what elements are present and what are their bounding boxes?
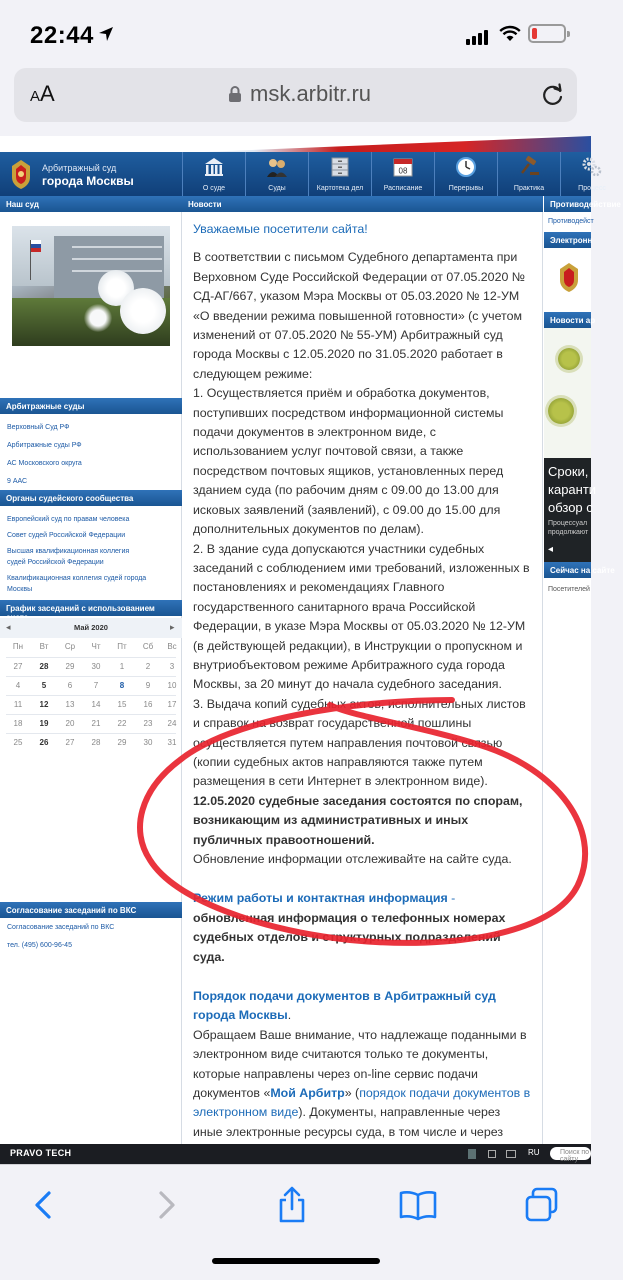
- cellular-signal-icon: [466, 27, 490, 45]
- order-link[interactable]: Порядок подачи документов в Арбитражный суд города Москвы: [193, 989, 496, 1023]
- site-search-input[interactable]: Поиск по сайту: [550, 1147, 591, 1160]
- news-paragraph: 1. Осуществляется приём и обработка документов, поступивших посредством информационной системы подачи документов в электронном виде, с использованием услуг почтовой связи, а также посредством почтовых ящиков, установленных перед зданием суда (по рабочим дням с 09.00 до 13.00 для исковых заявлений (заявлений), с 09.00 до 15.00 для дополнительных документов по делам).: [193, 386, 504, 537]
- section-arbitration-courts: Арбитражные суды: [0, 398, 182, 414]
- calendar-day[interactable]: 6: [67, 681, 73, 690]
- calendar-day[interactable]: 8: [119, 681, 125, 690]
- calendar-next-button[interactable]: ▸: [170, 622, 175, 632]
- accessibility-icon[interactable]: [468, 1149, 476, 1159]
- calendar-day[interactable]: 31: [167, 738, 177, 747]
- calendar-day[interactable]: 2: [145, 662, 151, 671]
- left-sidebar: [0, 196, 182, 1144]
- nav-practice[interactable]: [497, 152, 560, 196]
- section-hearing-schedule: График заседаний с использованием: [0, 600, 182, 616]
- court-name-line1[interactable]: Арбитражный суд: [42, 163, 117, 173]
- calendar-day[interactable]: 21: [91, 719, 101, 728]
- calendar-day[interactable]: 22: [117, 719, 127, 728]
- calendar-day[interactable]: 4: [15, 681, 21, 690]
- calendar-day[interactable]: 17: [167, 700, 177, 709]
- greeting: Уважаемые посетители сайта!: [193, 222, 368, 236]
- calendar-day[interactable]: 10: [167, 681, 177, 690]
- nav-label: Процесс: [578, 185, 606, 192]
- nav-schedule[interactable]: [371, 152, 434, 196]
- section-judicial-bodies: Органы судейского сообщества: [0, 490, 182, 506]
- calendar-day[interactable]: 30: [143, 738, 153, 747]
- link-supreme-court[interactable]: Верховный Суд РФ: [7, 424, 70, 431]
- mode-link[interactable]: Режим работы и контактная информация: [193, 891, 448, 906]
- nav-label: Суды: [268, 185, 286, 192]
- visitors-count: Посетителей: [548, 586, 590, 593]
- calendar-day[interactable]: 27: [13, 662, 23, 671]
- news-paragraph: 2. В здание суда допускаются участники судебных заседаний с соблюдением ими требований, изложенных в постановлениях и рекомендациях Главного государственного санитарного врача Российской Федерации, в указе Мэра Москвы от 05.03.2020 № 12-УМ (в действующей редакции), в Инструкции о пропускном и внутриобъектовом режиме Арбитражного суда города Москвы, за 20 минут до начала судебного заседания.: [193, 541, 530, 692]
- calendar-icon: [392, 156, 414, 178]
- news-bold-paragraph: 12.05.2020 судебные заседания состоятся по спорам, возникающим из административных и иных публичных правоотношений.: [193, 793, 523, 847]
- battery-icon: [528, 24, 566, 43]
- calendar-day[interactable]: 14: [91, 700, 101, 709]
- calendar-day[interactable]: 27: [65, 738, 75, 747]
- nav-label: О суде: [202, 185, 226, 192]
- promo-prev-arrow[interactable]: ◂: [548, 544, 554, 555]
- web-page: [0, 136, 621, 1144]
- section-online-now: Сейчас на сайте: [544, 562, 591, 578]
- gavel-icon: [518, 156, 540, 178]
- news-body: [193, 220, 533, 1162]
- calendar-weekday: Сб: [142, 642, 154, 651]
- coat-of-arms-icon: [554, 260, 584, 294]
- link-moscow-qualification-board[interactable]: Квалификационная коллегия судей города: [7, 575, 147, 582]
- calendar-weekday: Пн: [12, 642, 24, 651]
- court-name-line2[interactable]: города Москвы: [42, 174, 134, 188]
- link-high-qualification-board-cont[interactable]: судей Российской Федерации: [7, 559, 104, 566]
- calendar-weekday: Вт: [39, 642, 49, 651]
- calendar-weekday: Ср: [64, 642, 76, 651]
- nav-breaks[interactable]: [434, 152, 497, 196]
- pravotech-logo[interactable]: PRAVO TECH: [10, 1148, 72, 1158]
- clock-icon: [455, 156, 477, 178]
- gears-icon: [581, 156, 603, 178]
- calendar-day[interactable]: 30: [91, 662, 101, 671]
- cabinet-icon: [329, 156, 351, 178]
- section-news: Новости: [182, 196, 543, 212]
- promo-banner[interactable]: Сроки, каранти обзор с Процессуал продолжают ◂: [544, 458, 591, 562]
- mode-bold-text: обновленная информация о телефонных номерах судебных отделов и структурных подразделений суда.: [193, 910, 506, 964]
- home-indicator: [212, 1258, 380, 1264]
- tabs-icon[interactable]: [522, 1185, 562, 1225]
- calendar-header: [0, 618, 182, 638]
- pravotech-footer: [0, 1144, 591, 1164]
- section-anticorruption: Противодействие: [544, 196, 591, 212]
- virus-illustration: [544, 328, 591, 458]
- nav-label: Расписание: [383, 185, 423, 192]
- lock-icon: [228, 85, 242, 103]
- battery-level: [532, 28, 537, 39]
- section-news-arb: Новости ар: [544, 312, 591, 328]
- coat-of-arms-icon[interactable]: [6, 157, 36, 191]
- calendar-weekday: Пт: [117, 642, 127, 651]
- building-icon: [203, 156, 225, 178]
- calendar-day[interactable]: 26: [39, 738, 49, 747]
- share-icon[interactable]: [272, 1185, 312, 1225]
- order-paragraph: Порядок подачи документов в Арбитражный суд города Москвы.: [193, 989, 496, 1023]
- news-column: [182, 196, 543, 1144]
- svg-text:08: 08: [398, 166, 408, 176]
- main-nav: [182, 152, 623, 196]
- nav-cases[interactable]: [308, 152, 371, 196]
- calendar-day[interactable]: 18: [13, 719, 23, 728]
- calendar-day[interactable]: 13: [65, 700, 75, 709]
- nav-about[interactable]: [182, 152, 245, 196]
- calendar-day[interactable]: 12: [39, 700, 49, 709]
- calendar-day[interactable]: 11: [13, 700, 23, 709]
- address-bar[interactable]: [14, 68, 577, 122]
- news-paragraph: В соответствии с письмом Судебного департамента при Верховном Суде Российской Федерации от 07.05.2020 № СД-АГ/667, указом Мэра Москвы от 05.03.2020 № 12-УМ «О введении режима повышенной готовности» (с учетом изменений от 07.05.2020 № 55-УМ) Арбитражный суд города Москвы с 12.05.2020 по 31.05.2020 работает в следующем режиме:: [193, 250, 526, 381]
- judges-icon: [266, 156, 288, 178]
- ios-status-bar: [0, 0, 591, 66]
- text-size-button[interactable]: AA: [30, 81, 55, 106]
- link-9-aas[interactable]: 9 ААС: [7, 478, 28, 485]
- location-arrow-icon: [98, 26, 114, 42]
- forward-icon[interactable]: [146, 1185, 186, 1225]
- calendar-weekday: Вс: [167, 642, 177, 651]
- nav-label: Картотека дел: [316, 185, 364, 192]
- calendar-weekday: Чт: [91, 642, 101, 651]
- calendar-day[interactable]: 3: [169, 662, 175, 671]
- calendar-day[interactable]: 23: [143, 719, 153, 728]
- nav-judges[interactable]: [245, 152, 308, 196]
- calendar-day[interactable]: 28: [39, 662, 49, 671]
- calendar-day[interactable]: 19: [39, 719, 49, 728]
- news-paragraph: Обращаем Ваше внимание, что надлежаще поданными в электронном виде считаются только те документы, которые направлены через on-line сервис подачи документов «Мой Арбитр» (порядок подачи документов в электронном виде). Документы, направленные через иные электронные ресурсы суда, в том числе и через: [193, 1027, 531, 1139]
- link-moscow-district[interactable]: АС Московского округа: [7, 460, 82, 467]
- nav-label: Перерывы: [448, 185, 484, 192]
- news-paragraph: Обновление информации отслеживайте на сайте суда.: [193, 852, 512, 866]
- link-vks-approval[interactable]: Согласование заседаний по ВКС: [7, 924, 115, 931]
- calendar-day[interactable]: 29: [117, 738, 127, 747]
- section-our-court: Наш суд: [0, 196, 182, 212]
- news-paragraph: 3. Выдача копий судебных актов, исполнительных листов и справок на возврат государственной пошлины осуществляется путем направления почтовой связью (копии судебных актов направляются также путем размещения в сети Интернет в электронном виде).: [193, 696, 526, 789]
- link-arbitration-courts-rf[interactable]: Арбитражные суды РФ: [7, 442, 82, 449]
- calendar-day[interactable]: 9: [145, 681, 151, 690]
- nav-label: Практика: [513, 185, 545, 192]
- reload-icon[interactable]: [540, 82, 566, 108]
- mode-paragraph: Режим работы и контактная информация - обновленная информация о телефонных номерах судебных отделов и структурных подразделений суда.: [193, 891, 506, 964]
- section-electronic: Электронн: [544, 232, 591, 248]
- calendar-day[interactable]: 7: [93, 681, 99, 690]
- calendar-day[interactable]: 16: [143, 700, 153, 709]
- calendar-prev-button[interactable]: ◂: [6, 622, 11, 632]
- wifi-icon: [498, 24, 522, 42]
- calendar-day[interactable]: 28: [91, 738, 101, 747]
- mail-icon[interactable]: [506, 1150, 516, 1158]
- calendar-day[interactable]: 29: [65, 662, 75, 671]
- nav-process[interactable]: [560, 152, 623, 196]
- calendar-day[interactable]: 15: [117, 700, 127, 709]
- back-icon[interactable]: [24, 1185, 64, 1225]
- my-arbitr-link[interactable]: Мой Арбитр: [270, 1086, 345, 1101]
- calendar-day[interactable]: 5: [41, 681, 47, 690]
- bookmarks-icon[interactable]: [398, 1185, 438, 1225]
- right-sidebar: [544, 196, 621, 1144]
- url-text[interactable]: msk.arbitr.ru: [250, 81, 372, 106]
- calendar-day[interactable]: 1: [119, 662, 125, 671]
- calendar-day[interactable]: 24: [167, 719, 177, 728]
- clock: 22:44: [30, 22, 94, 49]
- order-electronic-link[interactable]: порядок подачи документов в электронном виде: [193, 1086, 531, 1120]
- sitemap-icon[interactable]: [488, 1150, 496, 1158]
- calendar-day[interactable]: 20: [65, 719, 75, 728]
- calendar-day[interactable]: 25: [13, 738, 23, 747]
- vks-phone: тел. (495) 600-96-45: [7, 942, 72, 949]
- link-council-of-judges[interactable]: Совет судей Российской Федерации: [7, 532, 126, 539]
- section-vks: Согласование заседаний по ВКС: [0, 902, 182, 918]
- link-anticorruption[interactable]: Противодейст: [548, 218, 594, 225]
- court-building-photo: [12, 226, 170, 346]
- link-echr[interactable]: Европейский суд по правам человека: [7, 516, 130, 523]
- language-switch[interactable]: RU: [528, 1148, 540, 1157]
- link-high-qualification-board[interactable]: Высшая квалификационная коллегия: [7, 548, 130, 555]
- calendar-month: Май 2020: [74, 623, 108, 632]
- link-moscow-qualification-board-cont[interactable]: Москвы: [7, 586, 33, 593]
